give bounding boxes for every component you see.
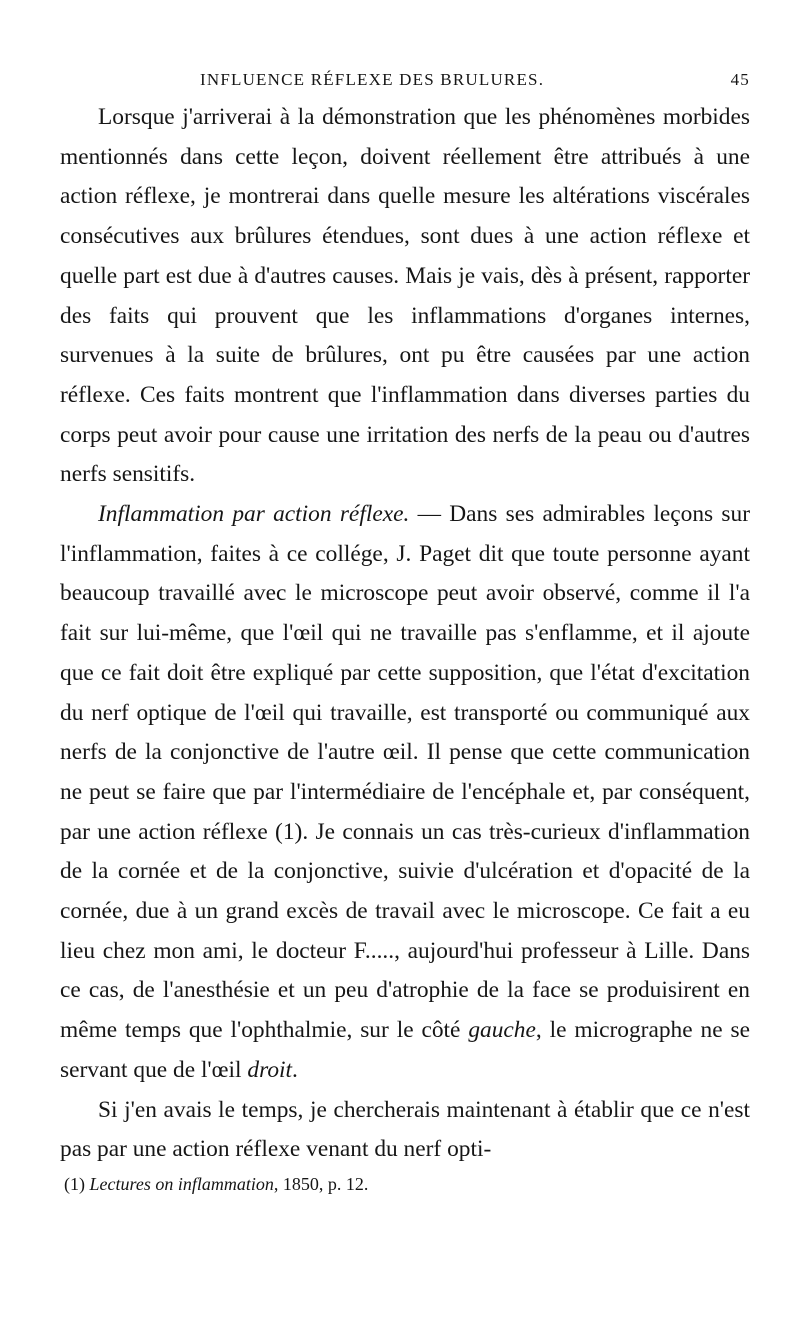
paragraph-3: [60, 1091, 750, 1170]
emphasis-droit: droit: [247, 1056, 293, 1083]
footnote-rest: , 1850, p. 12.: [273, 1173, 369, 1194]
paragraph-3-text: Si j'en avais le temps, je chercherais maintenant à établir que ce n'est pas par une action réflexe venant du nerf opti-: [60, 1096, 750, 1163]
paragraph-1: [60, 98, 750, 495]
section-heading: Inflammation par action réflexe.: [98, 501, 410, 528]
paragraph-2-mid: , le micrographe ne se servant que de l'œil: [60, 1017, 750, 1083]
running-head: [200, 70, 750, 98]
body-text: [60, 98, 750, 1170]
page-number: 45: [730, 70, 750, 89]
footnote: [60, 1172, 750, 1196]
document-page: [60, 70, 750, 1196]
paragraph-2-end: .: [292, 1056, 298, 1083]
paragraph-2: [60, 495, 750, 1091]
footnote-marker: (1): [64, 1173, 90, 1194]
emphasis-gauche: gauche: [468, 1017, 536, 1044]
footnote-title: Lectures on inflammation: [89, 1173, 274, 1194]
paragraph-1-text: Lorsque j'arriverai à la démonstration que les phénomènes morbides mentionnés dans cette leçon, doivent réellement être attribués à une action réflexe, je montrerai dans quelle mesure les altérations viscérales consécutives aux brûlures étendues, sont dues à une action réflexe et quelle part est due à d'autres causes. Mais je vais, dès à présent, rapporter des faits qui prouvent que les inflammations d'organes internes, survenues à la suite de brûlures, ont pu être causées par une action réflexe. Ces faits montrent que l'inflammation dans diverses parties du corps peut avoir pour cause une irritation des nerfs de la peau ou d'autres nerfs sensitifs.: [60, 104, 750, 488]
paragraph-2-text: — Dans ses admirables leçons sur l'inflammation, faites à ce collége, J. Paget dit que toute personne ayant beaucoup travaillé avec le microscope peut avoir observé, comme il l'a fait sur lui-même, que l'œil qui ne travaille pas s'enflamme, et il ajoute que ce fait doit être expliqué par cette supposition, que l'état d'excitation du nerf optique de l'œil qui travaille, est transporté ou communiqué aux nerfs de la conjonctive de l'autre œil. Il pense que cette communication ne peut se faire que par l'intermédiaire de l'encéphale et, par conséquent, par une action réflexe (1). Je connais un cas très-curieux d'inflammation de la cornée et de la conjonctive, suivie d'ulcération et d'opacité de la cornée, due à un grand excès de travail avec le microscope. Ce fait a eu lieu chez mon ami, le docteur F....., aujourd'hui professeur à Lille. Dans ce cas, de l'anesthésie et un peu d'atrophie de la face se produisirent en même temps que l'ophthalmie, sur le côté: [60, 501, 750, 1044]
running-title: INFLUENCE RÉFLEXE DES BRULURES.: [200, 70, 545, 89]
